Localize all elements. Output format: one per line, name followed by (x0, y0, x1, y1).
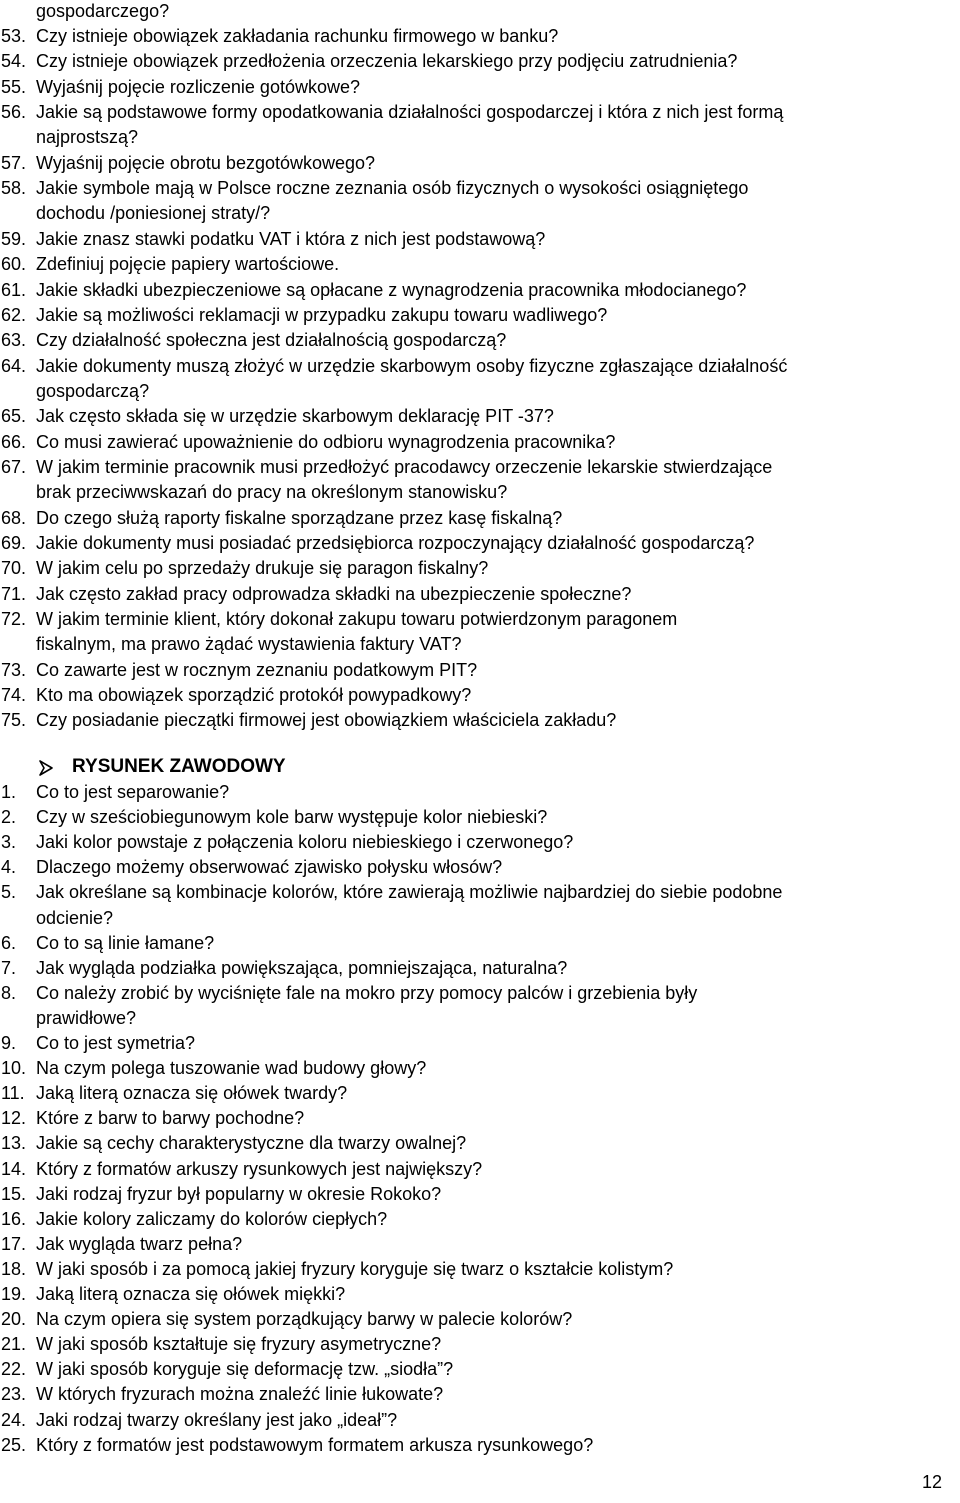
question-text: brak przeciwwskazań do pracy na określonym stanowisku? (36, 482, 508, 503)
question-text: Jaki kolor powstaje z połączenia koloru niebieskiego i czerwonego? (36, 832, 574, 853)
question-number: 64. (1, 355, 27, 376)
question-number: 1. (1, 782, 17, 802)
continuation-text: gospodarczego? (36, 1, 170, 21)
question-number: 10. (1, 1058, 27, 1079)
question-text: Jakie są podstawowe formy opodatkowania działalności gospodarczej i która z nich jest formą (36, 102, 784, 123)
question-number: 61. (1, 279, 27, 300)
question-text: Czy działalność społeczna jest działalnością gospodarczą? (36, 330, 507, 351)
question-number: 56. (1, 102, 27, 123)
question-number: 13. (1, 1133, 27, 1154)
question-text: Jak wygląda podziałka powiększająca, pomniejszająca, naturalna? (36, 957, 568, 978)
question-text: Który z formatów jest podstawowym formatem arkusza rysunkowego? (36, 1434, 594, 1455)
question-text: W jaki sposób koryguje się deformację tzw. „siodła”? (36, 1359, 454, 1380)
question-number: 4. (1, 857, 17, 878)
question-number: 12. (1, 1108, 27, 1129)
question-text: Co to są linie łamane? (36, 932, 215, 953)
question-number: 62. (1, 304, 27, 325)
question-number: 23. (1, 1384, 27, 1405)
question-number: 17. (1, 1233, 27, 1254)
question-number: 20. (1, 1309, 27, 1330)
question-text: Co zawarte jest w rocznym zeznaniu podatkowym PIT? (36, 659, 478, 680)
question-number: 9. (1, 1033, 17, 1053)
question-text: odcienie? (36, 907, 114, 928)
question-number: 66. (1, 431, 27, 452)
question-text: Czy w sześciobiegunowym kole barw występuje kolor niebieski? (36, 807, 548, 828)
question-text: Jaką literą oznacza się ołówek miękki? (36, 1284, 346, 1304)
question-text: Jaki rodzaj fryzur był popularny w okresie Rokoko? (36, 1183, 442, 1204)
question-number: 57. (1, 152, 27, 173)
question-text: prawidłowe? (36, 1007, 137, 1028)
question-text: Wyjaśnij pojęcie rozliczenie gotówkowe? (36, 76, 360, 97)
question-number: 5. (1, 882, 17, 903)
question-number: 3. (1, 832, 17, 853)
question-text: Wyjaśnij pojęcie obrotu bezgotówkowego? (36, 152, 376, 173)
question-number: 7. (1, 957, 17, 978)
question-number: 67. (1, 456, 27, 477)
question-number: 74. (1, 685, 27, 706)
question-number: 53. (1, 26, 27, 46)
question-number: 73. (1, 659, 27, 680)
question-text: W jakim terminie klient, który dokonał zakupu towaru potwierdzonym paragonem (36, 609, 678, 630)
question-number: 71. (1, 583, 27, 604)
question-text: W jaki sposób kształtuje się fryzury asymetryczne? (36, 1334, 442, 1355)
question-text: Jak określane są kombinacje kolorów, które zawierają możliwie najbardziej do siebie podobne (36, 882, 783, 903)
question-text: Jakie dokumenty musi posiadać przedsiębiorca rozpoczynający działalność gospodarczą? (36, 533, 755, 553)
question-number: 16. (1, 1208, 27, 1229)
question-text: Czy posiadanie pieczątki firmowej jest obowiązkiem właściciela zakładu? (36, 710, 617, 731)
question-number: 60. (1, 254, 27, 275)
question-text: Jak często zakład pracy odprowadza składki na ubezpieczenie społeczne? (36, 583, 632, 604)
question-text: Jakie są możliwości reklamacji w przypadku zakupu towaru wadliwego? (36, 304, 608, 325)
question-number: 72. (1, 609, 27, 630)
question-text: Czy istnieje obowiązek zakładania rachunku firmowego w banku? (36, 26, 559, 46)
question-number: 19. (1, 1284, 27, 1304)
question-number: 18. (1, 1258, 27, 1279)
question-text: najprostszą? (36, 127, 139, 148)
question-number: 68. (1, 507, 27, 528)
question-text: Co musi zawierać upoważnienie do odbioru wynagrodzenia pracownika? (36, 431, 616, 452)
question-text: gospodarczą? (36, 380, 150, 401)
question-number: 69. (1, 533, 27, 553)
question-text: Jakie składki ubezpieczeniowe są opłacane z wynagrodzenia pracownika młodocianego? (36, 279, 747, 300)
question-number: 59. (1, 228, 27, 249)
question-text: Kto ma obowiązek sporządzić protokół powypadkowy? (36, 685, 472, 706)
question-number: 6. (1, 932, 17, 953)
question-text: Jakie kolory zaliczamy do kolorów ciepłych? (36, 1208, 388, 1229)
arrowhead-bullet-icon (38, 759, 54, 783)
question-text: Na czym polega tuszowanie wad budowy głowy? (36, 1058, 427, 1079)
question-number: 70. (1, 558, 27, 579)
question-number: 15. (1, 1183, 27, 1204)
question-text: Do czego służą raporty fiskalne sporządzane przez kasę fiskalną? (36, 507, 563, 528)
question-text: W jakim terminie pracownik musi przedłożyć pracodawcy orzeczenie lekarskie stwierdzające (36, 456, 773, 477)
section-heading-text: RYSUNEK ZAWODOWY (72, 756, 286, 777)
question-number: 63. (1, 330, 27, 351)
question-number: 55. (1, 76, 27, 97)
question-text: Jaki rodzaj twarzy określany jest jako „ideał”? (36, 1409, 398, 1430)
question-text: Zdefiniuj pojęcie papiery wartościowe. (36, 254, 340, 275)
question-text: dochodu /poniesionej straty/? (36, 203, 271, 224)
question-number: 25. (1, 1434, 27, 1455)
question-text: Jak często składa się w urzędzie skarbowym deklarację PIT -37? (36, 406, 554, 427)
question-text: Jakie dokumenty muszą złożyć w urzędzie skarbowym osoby fizyczne zgłaszające działalność (36, 355, 788, 376)
question-text: Co to jest symetria? (36, 1033, 196, 1053)
question-text: Jakie znasz stawki podatku VAT i która z nich jest podstawową? (36, 228, 546, 249)
question-number: 21. (1, 1334, 27, 1355)
question-text: fiskalnym, ma prawo żądać wystawienia faktury VAT? (36, 634, 462, 655)
question-text: Co to jest separowanie? (36, 782, 230, 802)
question-text: Co należy zrobić by wyciśnięte fale na mokro przy pomocy palców i grzebienia były (36, 982, 698, 1003)
question-number: 75. (1, 710, 27, 731)
question-number: 8. (1, 982, 17, 1003)
question-number: 14. (1, 1158, 27, 1179)
question-text: Jakie symbole mają w Polsce roczne zeznania osób fizycznych o wysokości osiągniętego (36, 178, 749, 199)
question-text: Dlaczego możemy obserwować zjawisko połysku włosów? (36, 857, 503, 878)
question-text: Jaką literą oznacza się ołówek twardy? (36, 1083, 348, 1104)
question-text: W jaki sposób i za pomocą jakiej fryzury koryguje się twarz o kształcie kolistym? (36, 1258, 674, 1279)
question-text: Jakie są cechy charakterystyczne dla twarzy owalnej? (36, 1133, 467, 1154)
question-text: W których fryzurach można znaleźć linie łukowate? (36, 1384, 444, 1405)
question-text: Które z barw to barwy pochodne? (36, 1108, 305, 1129)
question-text: Jak wygląda twarz pełna? (36, 1233, 243, 1254)
question-number: 22. (1, 1359, 27, 1380)
question-number: 11. (1, 1083, 25, 1104)
question-text: Czy istnieje obowiązek przedłożenia orzeczenia lekarskiego przy podjęciu zatrudnienia? (36, 51, 738, 72)
question-text: Który z formatów arkuszy rysunkowych jest największy? (36, 1158, 483, 1179)
question-number: 2. (1, 807, 17, 828)
page-number: 12 (921, 1472, 942, 1492)
question-number: 54. (1, 51, 27, 72)
question-text: Na czym opiera się system porządkujący barwy w palecie kolorów? (36, 1309, 573, 1330)
question-number: 58. (1, 178, 27, 199)
question-number: 65. (1, 406, 27, 427)
question-text: W jakim celu po sprzedaży drukuje się paragon fiskalny? (36, 558, 489, 579)
question-number: 24. (1, 1409, 27, 1430)
